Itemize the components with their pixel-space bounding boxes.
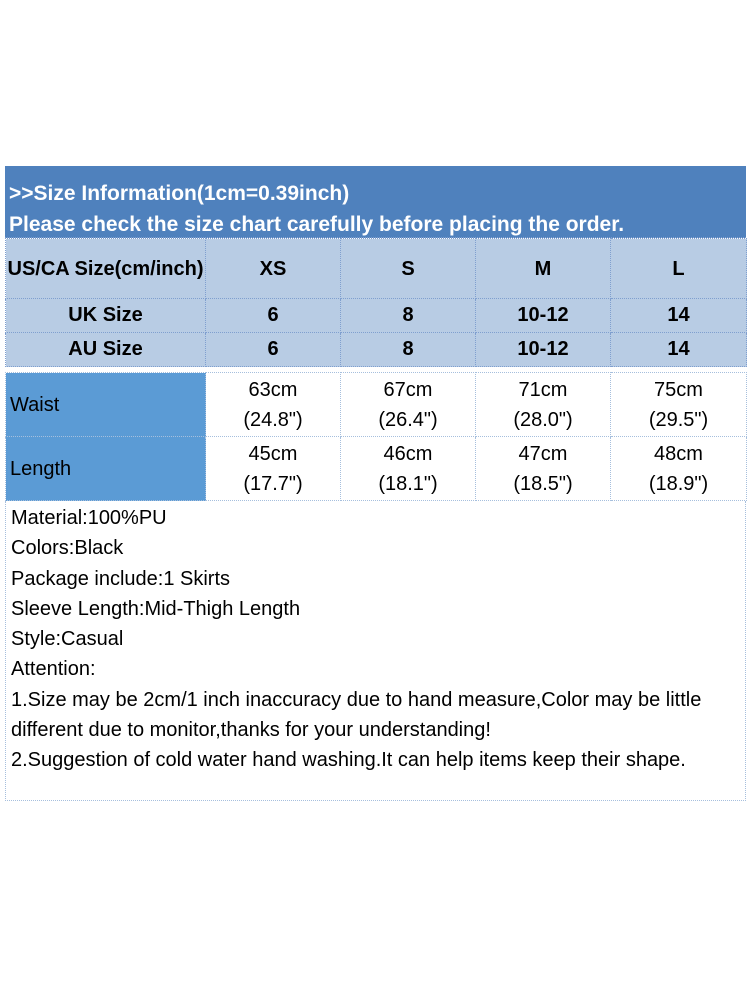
size-row-us [6, 239, 747, 299]
size-row-uk [6, 299, 747, 333]
size-cell: 14 [611, 299, 747, 333]
inch-value: (26.4") [378, 408, 438, 431]
detail-attention: Attention: [11, 658, 96, 681]
detail-style: Style:Casual [11, 628, 124, 651]
cm-value: 45cm [248, 442, 298, 465]
measurement-cell [341, 373, 476, 437]
inch-value: (29.5") [648, 408, 709, 431]
cm-value: 48cm [654, 442, 703, 465]
size-cell: XS [206, 239, 341, 299]
size-cell: L [611, 239, 747, 299]
size-table [5, 238, 747, 501]
inch-value: (17.7") [243, 472, 303, 495]
header-title: >>Size Information(1cm=0.39inch) [9, 182, 350, 205]
row-label: AU Size [6, 333, 206, 367]
inch-value: (18.9") [648, 472, 709, 495]
inch-value: (24.8") [243, 408, 303, 431]
row-label: UK Size [6, 299, 206, 333]
cm-value: 75cm [654, 378, 703, 401]
size-row-au [6, 333, 747, 367]
measurement-cell [476, 373, 611, 437]
size-cell: 6 [206, 333, 341, 367]
cm-value: 67cm [383, 378, 433, 401]
measurement-cell [611, 437, 747, 501]
detail-material: Material:100%PU [11, 507, 167, 529]
cm-value: 71cm [518, 378, 568, 401]
size-cell: 6 [206, 299, 341, 333]
product-details [5, 501, 746, 801]
measurement-cell [206, 373, 341, 437]
row-label: Waist [6, 373, 206, 437]
size-cell: 8 [341, 333, 476, 367]
size-cell: S [341, 239, 476, 299]
detail-colors: Colors:Black [11, 537, 124, 560]
size-cell: 14 [611, 333, 747, 367]
cm-value: 63cm [248, 378, 298, 401]
size-cell: M [476, 239, 611, 299]
row-label: US/CA Size(cm/inch) [6, 239, 206, 299]
detail-package: Package include:1 Skirts [11, 567, 231, 590]
measurement-cell [611, 373, 747, 437]
detail-sleeve-length: Sleeve Length:Mid-Thigh Length [11, 597, 301, 620]
size-info-header [5, 166, 746, 238]
size-cell: 10-12 [476, 299, 611, 333]
cm-value: 46cm [383, 442, 433, 465]
size-chart [5, 166, 746, 801]
inch-value: (28.0") [513, 408, 573, 431]
size-cell: 8 [341, 299, 476, 333]
detail-note-2: 2.Suggestion of cold water hand washing.It can help items keep their shape. [11, 749, 686, 772]
measurement-row-length [6, 437, 747, 501]
detail-note-1: 1.Size may be 2cm/1 inch inaccuracy due to hand measure,Color may be little different due to monitor,thanks for your understanding! [11, 688, 702, 742]
inch-value: (18.1") [378, 472, 438, 495]
cm-value: 47cm [518, 442, 568, 465]
size-cell: 10-12 [476, 333, 611, 367]
measurement-cell [476, 437, 611, 501]
measurement-row-waist [6, 373, 747, 437]
header-note: Please check the size chart carefully before placing the order. [9, 213, 625, 236]
measurement-cell [206, 437, 341, 501]
inch-value: (18.5") [513, 472, 573, 495]
row-label: Length [6, 437, 206, 501]
measurement-cell [341, 437, 476, 501]
